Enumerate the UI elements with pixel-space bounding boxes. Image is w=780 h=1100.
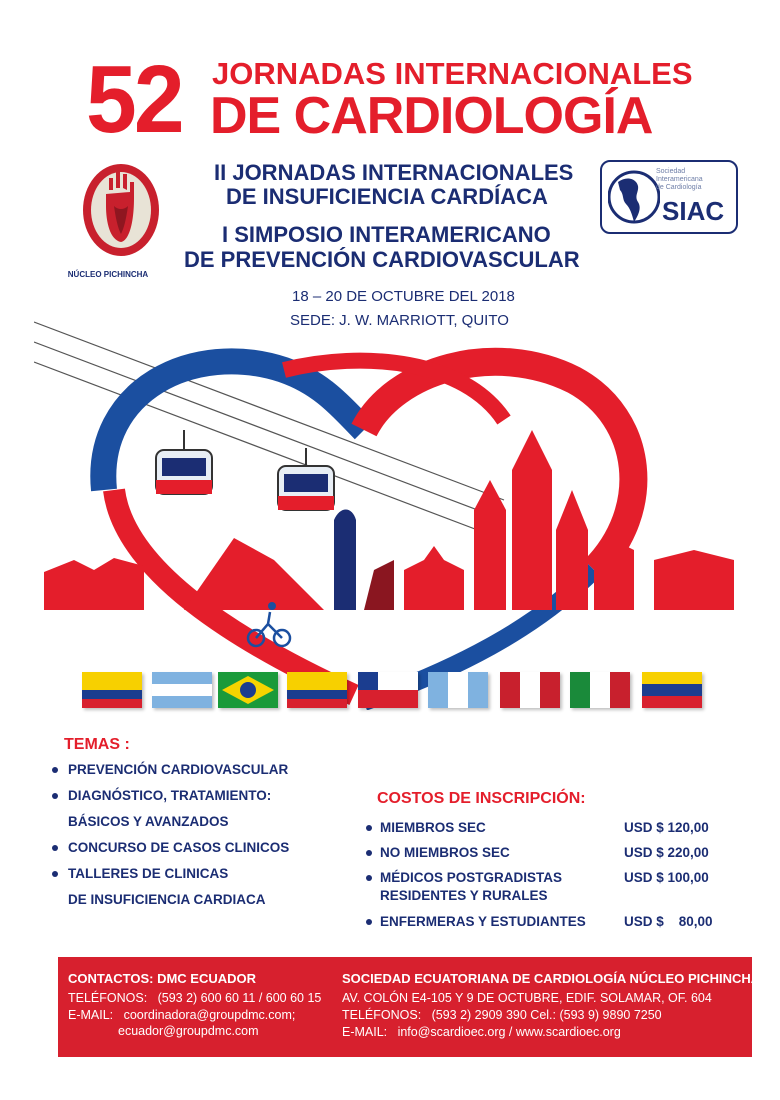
event-venue: SEDE: J. W. MARRIOTT, QUITO: [290, 312, 509, 329]
footer-right-phones: TELÉFONOS: (593 2) 2909 390 Cel.: (593 9) 9890 7250: [342, 1008, 662, 1022]
argentina-flag: [152, 672, 212, 708]
siac-logo: [600, 160, 738, 234]
bullet-icon: [52, 793, 58, 799]
bullet-icon: [366, 825, 372, 831]
guatemala-flag: [428, 672, 488, 708]
tema-item-continuation: BÁSICOS Y AVANZADOS: [68, 814, 229, 829]
brazil-flag: [218, 672, 278, 708]
tema-item: TALLERES DE CLINICAS: [52, 866, 228, 881]
cost-item-label: ENFERMERAS Y ESTUDIANTES: [366, 914, 586, 929]
subtitle-line3: I SIMPOSIO INTERAMERICANO: [222, 222, 551, 247]
subtitle-line1: II JORNADAS INTERNACIONALES: [214, 160, 574, 185]
footer-right-address: AV. COLÓN E4-105 Y 9 DE OCTUBRE, EDIF. SOLAMAR, OF. 604: [342, 991, 712, 1005]
cost-item-price: USD $ 220,00: [624, 845, 709, 860]
siac-name-line3: de Cardiología: [656, 184, 702, 192]
bullet-icon: [52, 845, 58, 851]
subtitle-line4: DE PREVENCIÓN CARDIOVASCULAR: [184, 247, 580, 272]
cost-item-label: MIEMBROS SEC: [366, 820, 486, 835]
event-title-line1: JORNADAS INTERNACIONALES: [212, 56, 693, 91]
temas-title: TEMAS :: [64, 736, 130, 753]
cost-item-label: NO MIEMBROS SEC: [366, 845, 510, 860]
bullet-icon: [52, 871, 58, 877]
footer-left-email-2: ecuador@groupdmc.com: [118, 1024, 259, 1038]
bullet-icon: [366, 919, 372, 925]
cost-item-label-continuation: RESIDENTES Y RURALES: [380, 888, 548, 903]
subtitle-line2: DE INSUFICIENCIA CARDÍACA: [226, 184, 548, 209]
footer-left-phones: TELÉFONOS: (593 2) 600 60 11 / 600 60 15: [68, 991, 322, 1005]
footer-left-title: CONTACTOS: DMC ECUADOR: [68, 971, 257, 986]
quito-heart-illustration: [34, 310, 746, 710]
event-edition-number: 52: [86, 46, 182, 153]
bullet-icon: [366, 875, 372, 881]
costos-title: COSTOS DE INSCRIPCIÓN:: [377, 790, 586, 807]
sec-logo: [46, 150, 196, 290]
contact-footer: [58, 957, 761, 1057]
venezuela-flag: [642, 672, 702, 708]
event-date: 18 – 20 DE OCTUBRE DEL 2018: [292, 288, 515, 305]
siac-acronym: SIAC: [662, 196, 725, 226]
colombia-flag: [287, 672, 347, 708]
tema-item: PREVENCIÓN CARDIOVASCULAR: [52, 762, 288, 777]
footer-right-title: SOCIEDAD ECUATORIANA DE CARDIOLOGÍA NÚCLEO PICHINCHA: [342, 971, 761, 986]
tema-item-continuation: DE INSUFICIENCIA CARDIACA: [68, 892, 266, 907]
sec-logo-caption: NÚCLEO PICHINCHA: [67, 270, 149, 279]
tema-item: CONCURSO DE CASOS CLINICOS: [52, 840, 289, 855]
bullet-icon: [366, 850, 372, 856]
footer-left-email: E-MAIL: coordinadora@groupdmc.com;: [68, 1008, 296, 1022]
ecuador-flag: [82, 672, 142, 708]
footer-right-email: E-MAIL: info@scardioec.org / www.scardioec.org: [342, 1025, 621, 1039]
siac-name-line2: Interamericana: [656, 176, 703, 184]
mexico-flag: [570, 672, 630, 708]
chile-flag: [358, 672, 418, 708]
cost-item-price: USD $ 80,00: [624, 914, 713, 929]
cost-item-price: USD $ 100,00: [624, 870, 709, 885]
siac-name-line1: Sociedad: [656, 168, 686, 175]
peru-flag: [500, 672, 560, 708]
bullet-icon: [52, 767, 58, 773]
cost-item-price: USD $ 120,00: [624, 820, 709, 835]
event-title-line2: DE CARDIOLOGÍA: [210, 87, 653, 145]
tema-item: DIAGNÓSTICO, TRATAMIENTO:: [52, 788, 271, 803]
cost-item-label: MÉDICOS POSTGRADISTAS: [366, 870, 562, 885]
